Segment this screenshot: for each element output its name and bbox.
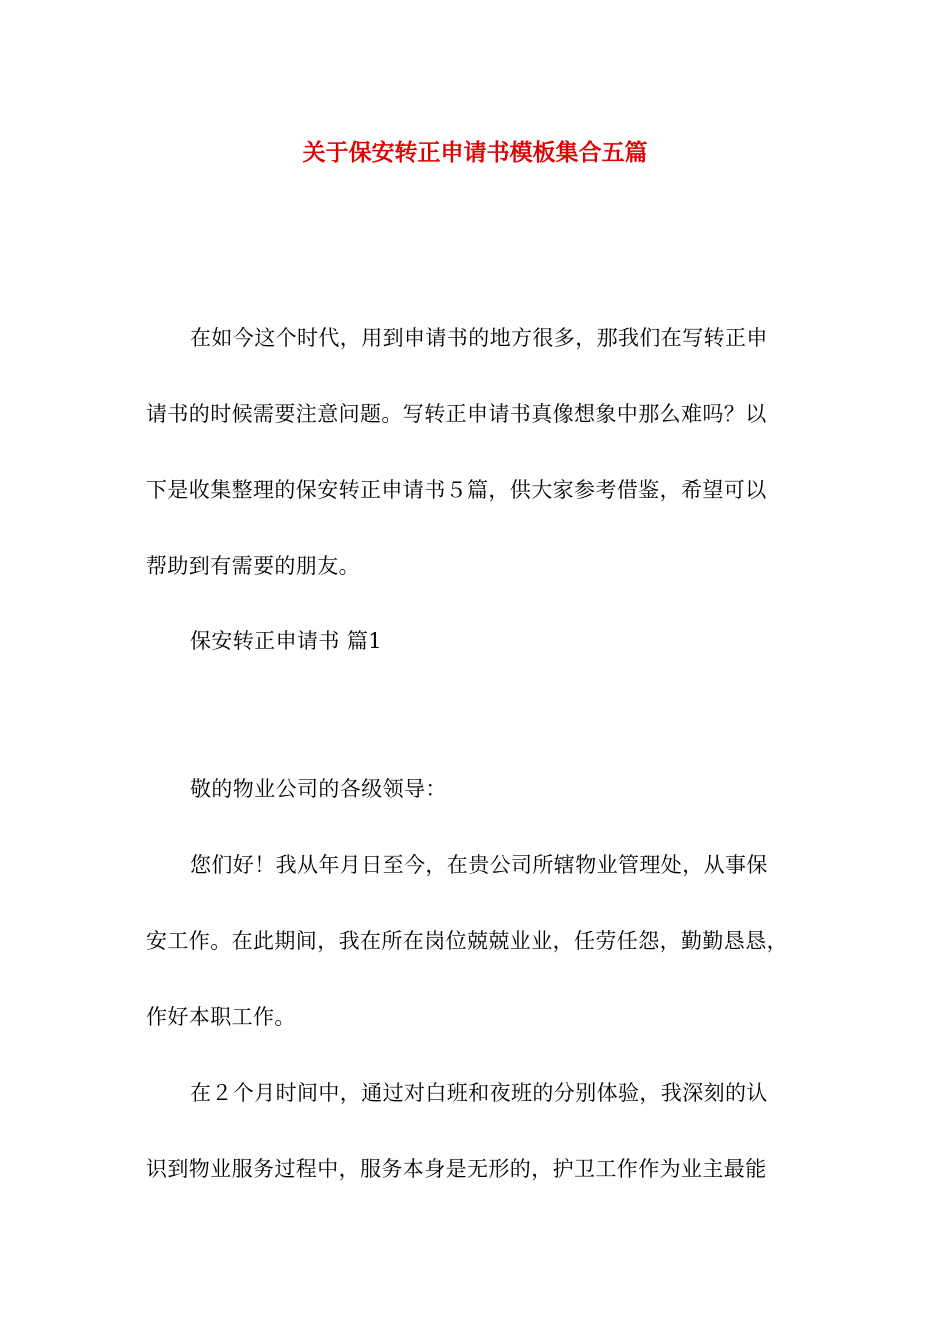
section-heading — [146, 603, 818, 679]
text-line: 作好本职工作。 — [146, 1005, 296, 1029]
section-heading-text: 保安转正申请书 篇1 — [190, 629, 383, 653]
text-line: 您们好！我从年月日至今，在贵公司所辖物业管理处，从事保 — [190, 853, 768, 877]
text-line: 在如今这个时代，用到申请书的地方很多，那我们在写转正申 — [190, 326, 768, 350]
body-paragraph-2 — [146, 1055, 818, 1207]
body-paragraph-1 — [146, 827, 818, 1055]
document-title: 关于保安转正申请书模板集合五篇 — [302, 139, 648, 166]
intro-paragraph — [146, 300, 818, 604]
text-line: 下是收集整理的保安转正申请书５篇，供大家参考借鉴，希望可以 — [146, 478, 767, 502]
text-line: 请书的时候需要注意问题。写转正申请书真像想象中那么难吗？以 — [146, 402, 767, 426]
salutation-text: 敬的物业公司的各级领导： — [190, 777, 447, 801]
text-line: 安工作。在此期间，我在所在岗位兢兢业业，任劳任怨，勤勤恳恳， — [146, 929, 788, 953]
text-line: 帮助到有需要的朋友。 — [146, 554, 360, 578]
salutation — [146, 751, 818, 827]
text-line: 识到物业服务过程中，服务本身是无形的，护卫工作作为业主最能 — [146, 1157, 767, 1181]
text-line: 在２个月时间中，通过对白班和夜班的分别体验，我深刻的认 — [190, 1081, 768, 1105]
